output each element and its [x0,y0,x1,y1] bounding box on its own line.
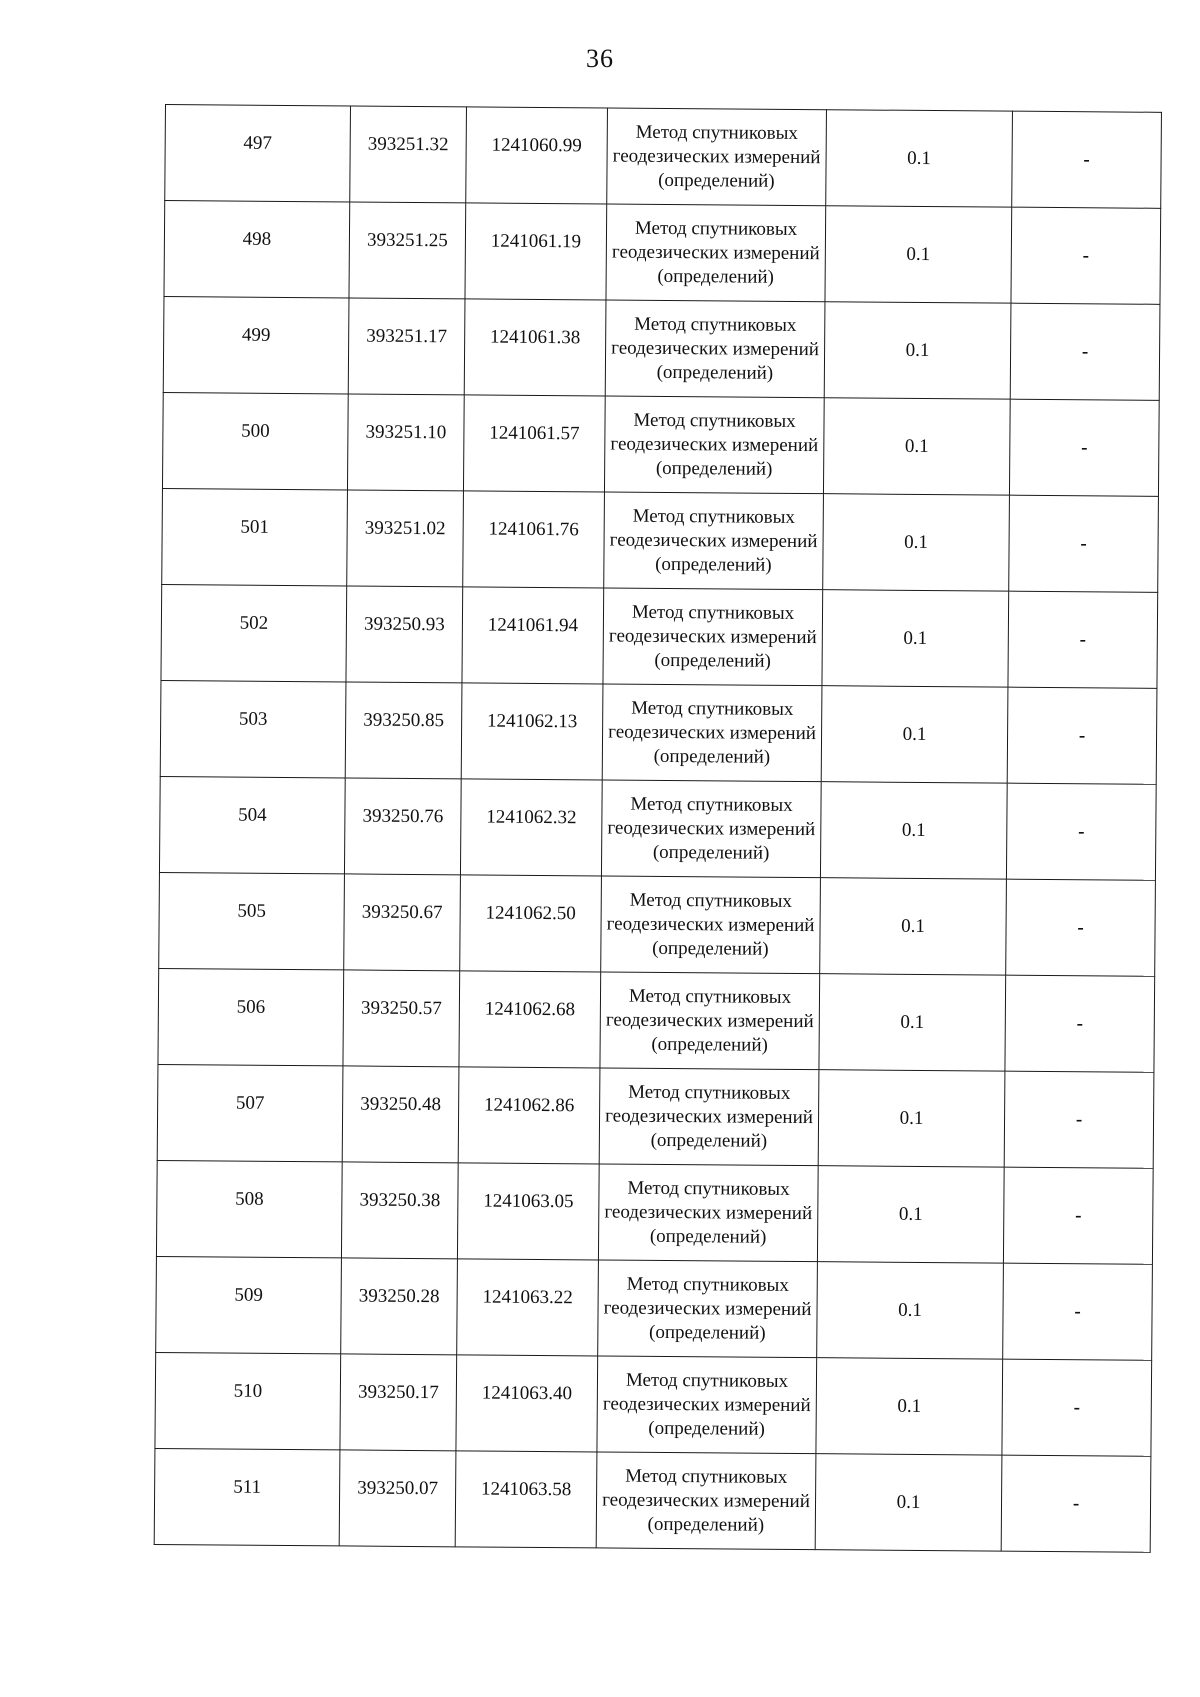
x-coordinate-text: 393251.25 [366,229,448,251]
y-coordinate-text: 1241061.19 [490,230,582,252]
x-coordinate-cell [348,298,465,395]
point-number-cell [158,968,344,1065]
y-coordinate-cell [459,971,601,1068]
point-number-cell [159,776,345,873]
point-number-text: 511 [233,1476,262,1498]
x-coordinate-cell [344,874,461,971]
extra-value-cell: - [1010,303,1160,400]
y-coordinate-cell [460,779,602,876]
x-coordinate-cell [346,586,463,683]
extra-value-cell: - [1011,207,1161,304]
y-coordinate-cell [463,395,605,492]
y-coordinate-cell [463,491,605,588]
point-number-text: 502 [239,612,269,634]
accuracy-cell: 0.1 [817,1262,1004,1359]
y-coordinate-text: 1241060.99 [491,134,582,156]
point-number-text: 506 [236,996,266,1018]
x-coordinate-cell [347,394,464,491]
x-coordinate-cell [341,1162,458,1259]
table-row [160,680,1157,784]
point-number-text: 504 [238,804,267,826]
method-cell: Метод спутниковых геодезических измерений (определений) [604,396,824,494]
x-coordinate-cell [340,1354,457,1451]
y-coordinate-cell [457,1163,599,1260]
y-coordinate-cell [465,203,607,300]
point-number-text: 498 [242,228,272,250]
x-coordinate-text: 393250.28 [358,1285,440,1307]
accuracy-cell: 0.1 [820,782,1007,879]
y-coordinate-cell [455,1451,597,1548]
table-row [159,776,1156,880]
y-coordinate-cell [461,683,603,780]
y-coordinate-cell [466,107,608,204]
table-row [165,105,1162,209]
point-number-cell [156,1256,342,1353]
point-number-cell [165,105,351,202]
x-coordinate-text: 393250.57 [360,997,442,1019]
method-cell: Метод спутниковых геодезических измерений (определений) [596,1452,816,1550]
point-number-cell [154,1448,340,1545]
point-number-text: 507 [235,1092,265,1114]
extra-value-cell: - [1009,495,1159,592]
y-coordinate-text: 1241062.68 [484,998,576,1020]
x-coordinate-text: 393250.67 [361,901,443,923]
x-coordinate-cell [344,778,461,875]
point-number-cell [164,201,350,298]
x-coordinate-text: 393250.07 [357,1477,439,1499]
table-row [164,201,1161,305]
method-cell: Метод спутниковых геодезических измерений (определений) [607,108,827,206]
table-row [159,872,1156,976]
y-coordinate-text: 1241061.38 [489,326,581,348]
x-coordinate-cell [349,202,466,299]
x-coordinate-text: 393250.85 [363,709,445,731]
extra-value-cell: - [1006,879,1156,976]
point-number-cell [162,488,348,585]
accuracy-cell: 0.1 [825,206,1012,303]
method-cell: Метод спутниковых геодезических измерений (определений) [603,588,823,686]
y-coordinate-text: 1241063.05 [483,1190,574,1212]
extra-value-cell: - [1012,111,1162,208]
accuracy-cell: 0.1 [819,974,1006,1071]
extra-value-cell: - [1007,687,1157,784]
table-row [154,1448,1151,1552]
point-number-text: 508 [235,1188,264,1210]
accuracy-cell: 0.1 [816,1358,1003,1455]
x-coordinate-text: 393250.38 [359,1189,441,1211]
accuracy-cell: 0.1 [823,494,1010,591]
table-row [163,296,1160,400]
x-coordinate-cell [339,1450,456,1547]
method-cell: Метод спутниковых геодезических измерений (определений) [604,492,824,590]
x-coordinate-text: 393251.02 [364,517,446,539]
x-coordinate-text: 393251.17 [366,325,448,347]
extra-value-cell: - [1003,1167,1153,1264]
y-coordinate-cell [460,875,602,972]
method-cell: Метод спутниковых геодезических измерений (определений) [602,684,822,782]
y-coordinate-text: 1241062.32 [486,806,577,828]
page-number: 36 [586,44,614,73]
point-number-text: 497 [243,132,273,154]
accuracy-cell: 0.1 [821,686,1008,783]
y-coordinate-cell [456,1355,598,1452]
extra-value-cell: - [1009,399,1159,496]
extra-value-cell: - [1008,591,1158,688]
y-coordinate-cell [457,1259,599,1356]
point-number-cell [160,680,346,777]
x-coordinate-text: 393250.17 [357,1381,439,1403]
point-number-text: 500 [241,420,270,442]
x-coordinate-cell [345,682,462,779]
y-coordinate-text: 1241062.50 [485,902,576,924]
point-number-cell [159,872,345,969]
extra-value-cell: - [1003,1263,1153,1360]
method-cell: Метод спутниковых геодезических измерений (определений) [600,972,820,1070]
x-coordinate-cell [347,490,464,587]
point-number-cell [157,1064,343,1161]
table-row [162,392,1159,496]
method-cell: Метод спутниковых геодезических измерений (определений) [601,876,821,974]
point-number-cell [163,296,349,393]
point-number-text: 499 [241,324,271,346]
table-row [156,1256,1153,1360]
method-cell: Метод спутниковых геодезических измерений (определений) [601,780,821,878]
extra-value-cell: - [1002,1359,1152,1456]
y-coordinate-text: 1241061.57 [489,422,580,444]
coordinates-table-body [154,105,1161,1553]
table-row [157,1064,1154,1168]
x-coordinate-text: 393250.76 [362,805,444,827]
coordinates-table-wrapper [154,104,1155,1553]
y-coordinate-text: 1241062.86 [483,1094,575,1116]
point-number-text: 503 [238,708,268,730]
y-coordinate-text: 1241062.13 [486,710,578,732]
coordinates-table [154,104,1162,1553]
table-row [158,968,1155,1072]
accuracy-cell: 0.1 [822,590,1009,687]
accuracy-cell: 0.1 [817,1166,1004,1263]
point-number-cell [162,392,348,489]
method-cell: Метод спутниковых геодезических измерений (определений) [606,204,826,302]
point-number-text: 510 [233,1380,263,1402]
extra-value-cell: - [1006,783,1156,880]
y-coordinate-text: 1241063.58 [480,1478,572,1500]
table-row [155,1352,1152,1456]
method-cell: Метод спутниковых геодезических измерений (определений) [599,1068,819,1166]
point-number-cell [155,1352,341,1449]
point-number-text: 501 [240,516,270,538]
x-coordinate-text: 393251.32 [367,133,449,155]
method-cell: Метод спутниковых геодезических измерений (определений) [605,300,825,398]
x-coordinate-text: 393250.93 [363,613,445,635]
table-row [156,1160,1153,1264]
x-coordinate-cell [341,1258,458,1355]
x-coordinate-cell [342,1066,459,1163]
method-cell: Метод спутниковых геодезических измерений (определений) [598,1260,818,1358]
y-coordinate-text: 1241061.94 [487,614,579,636]
table-row [162,488,1159,592]
point-number-cell [161,584,347,681]
x-coordinate-cell [350,106,467,203]
method-cell: Метод спутниковых геодезических измерений (определений) [597,1356,817,1454]
x-coordinate-text: 393250.48 [360,1093,442,1115]
extra-value-cell: - [1005,975,1155,1072]
accuracy-cell: 0.1 [824,302,1011,399]
extra-value-cell: - [1004,1071,1154,1168]
table-row [161,584,1158,688]
method-cell: Метод спутниковых геодезических измерений (определений) [598,1164,818,1262]
accuracy-cell: 0.1 [826,110,1013,207]
y-coordinate-text: 1241063.22 [482,1286,573,1308]
y-coordinate-cell [458,1067,600,1164]
y-coordinate-cell [464,299,606,396]
y-coordinate-cell [462,587,604,684]
accuracy-cell: 0.1 [818,1070,1005,1167]
extra-value-cell: - [1001,1455,1151,1552]
point-number-cell [156,1160,342,1257]
y-coordinate-text: 1241063.40 [481,1382,573,1404]
y-coordinate-text: 1241061.76 [488,518,579,540]
accuracy-cell: 0.1 [815,1454,1002,1551]
point-number-text: 505 [237,900,266,922]
x-coordinate-cell [343,970,460,1067]
point-number-text: 509 [234,1284,263,1306]
x-coordinate-text: 393251.10 [365,421,447,443]
accuracy-cell: 0.1 [823,398,1010,495]
accuracy-cell: 0.1 [820,878,1007,975]
